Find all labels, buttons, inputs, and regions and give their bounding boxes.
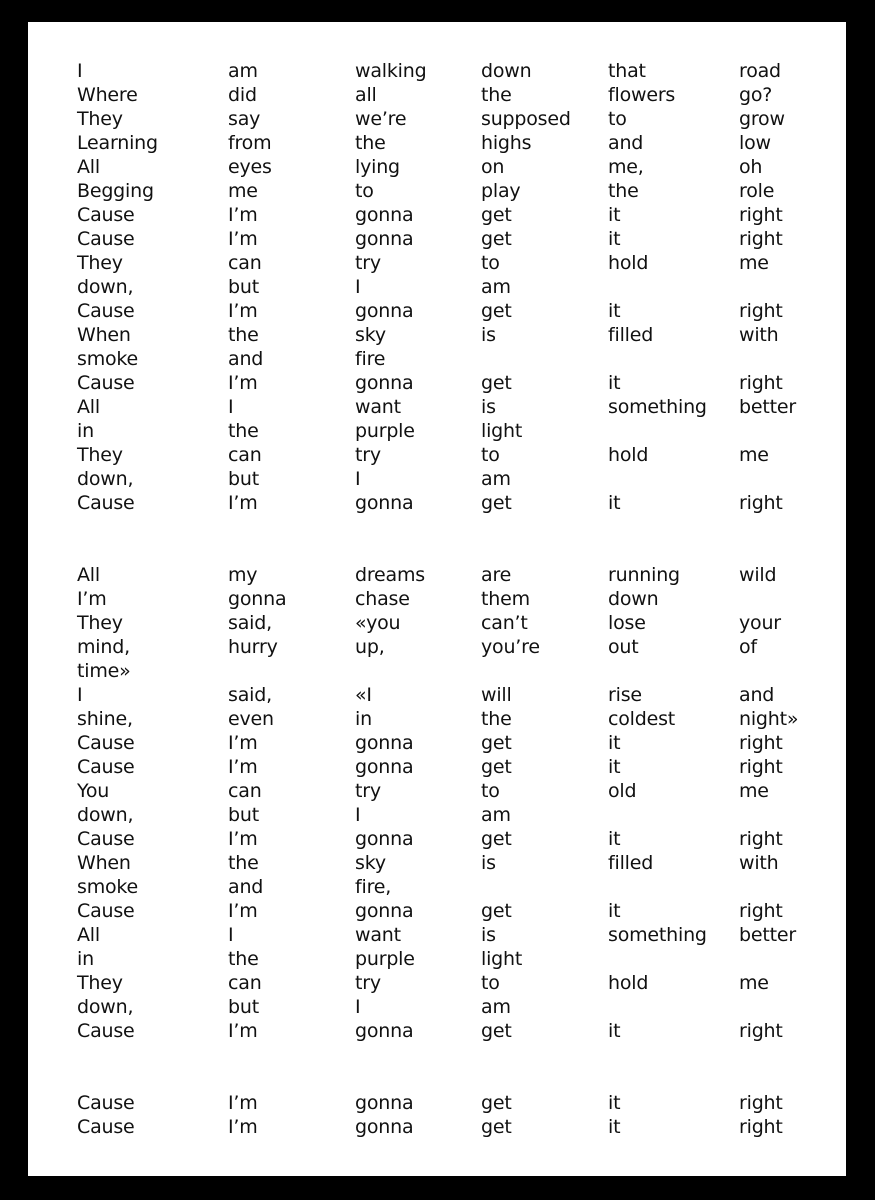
lyric-word: I’m <box>228 1116 258 1138</box>
lyric-word: can <box>228 972 262 994</box>
lyric-word: right <box>739 1020 783 1042</box>
lyric-word: is <box>481 924 496 946</box>
lyric-word: but <box>228 996 259 1018</box>
lyric-word: gonna <box>355 756 414 778</box>
lyric-word: is <box>481 852 496 874</box>
lyric-word: it <box>608 204 621 226</box>
lyric-word: the <box>228 420 259 442</box>
lyric-word: the <box>228 852 259 874</box>
lyric-word: am <box>481 996 511 1018</box>
lyric-word: gonna <box>355 204 414 226</box>
lyric-word: filled <box>608 324 654 346</box>
lyric-word: to <box>481 252 500 274</box>
lyric-word: right <box>739 372 783 394</box>
lyric-word: it <box>608 1116 621 1138</box>
lyric-word: get <box>481 492 512 514</box>
lyric-word: something <box>608 396 707 418</box>
lyric-word: gonna <box>355 732 414 754</box>
lyric-word: All <box>77 156 100 178</box>
lyric-word: grow <box>739 108 785 130</box>
lyric-word: gonna <box>355 372 414 394</box>
lyric-word: get <box>481 1020 512 1042</box>
lyric-word: and <box>228 348 264 370</box>
lyric-word: I <box>77 684 83 706</box>
lyrics-poster <box>28 22 846 1176</box>
lyric-word: Cause <box>77 756 135 778</box>
lyric-word: hurry <box>228 636 278 658</box>
lyric-word: Where <box>77 84 138 106</box>
lyric-word: get <box>481 756 512 778</box>
lyric-word: rise <box>608 684 642 706</box>
lyric-word: on <box>481 156 505 178</box>
lyric-word: is <box>481 324 496 346</box>
lyric-word: right <box>739 756 783 778</box>
lyric-word: sky <box>355 852 386 874</box>
lyric-word: down <box>481 60 532 82</box>
lyric-word: me <box>739 444 769 466</box>
lyric-word: They <box>77 972 123 994</box>
lyric-word: all <box>355 84 377 106</box>
lyric-word: flowers <box>608 84 676 106</box>
lyric-word: get <box>481 228 512 250</box>
lyric-word: it <box>608 1020 621 1042</box>
lyric-word: They <box>77 444 123 466</box>
lyric-word: fire, <box>355 876 392 898</box>
lyric-word: eyes <box>228 156 272 178</box>
lyric-word: mind, <box>77 636 130 658</box>
lyric-word: to <box>481 444 500 466</box>
lyric-word: in <box>355 708 372 730</box>
lyric-word: Cause <box>77 1116 135 1138</box>
lyric-word: get <box>481 204 512 226</box>
lyric-word: gonna <box>355 828 414 850</box>
lyric-word: Cause <box>77 1092 135 1114</box>
lyric-word: lying <box>355 156 400 178</box>
lyric-word: All <box>77 924 100 946</box>
lyric-word: I’m <box>228 756 258 778</box>
lyric-word: smoke <box>77 876 139 898</box>
lyric-word: wild <box>739 564 777 586</box>
lyric-word: right <box>739 828 783 850</box>
lyric-word: purple <box>355 420 415 442</box>
lyric-word: highs <box>481 132 532 154</box>
lyric-word: gonna <box>228 588 287 610</box>
lyric-word: I’m <box>228 900 258 922</box>
lyric-word: want <box>355 396 401 418</box>
lyric-word: the <box>228 324 259 346</box>
lyric-word: I’m <box>228 492 258 514</box>
lyric-word: but <box>228 276 259 298</box>
lyric-word: light <box>481 420 523 442</box>
lyric-word: I’m <box>228 828 258 850</box>
lyric-word: said, <box>228 612 272 634</box>
lyric-word: walking <box>355 60 427 82</box>
lyric-word: play <box>481 180 521 202</box>
lyric-word: try <box>355 972 381 994</box>
lyric-word: down <box>608 588 659 610</box>
lyric-word: road <box>739 60 781 82</box>
lyric-word: right <box>739 204 783 226</box>
lyric-word: can <box>228 780 262 802</box>
lyric-word: right <box>739 492 783 514</box>
lyric-word: gonna <box>355 492 414 514</box>
lyric-word: running <box>608 564 680 586</box>
lyric-word: I <box>355 996 361 1018</box>
lyric-word: it <box>608 828 621 850</box>
lyric-word: the <box>481 84 512 106</box>
lyric-word: Cause <box>77 900 135 922</box>
lyric-word: I’m <box>228 204 258 226</box>
lyric-word: am <box>481 804 511 826</box>
lyric-word: you’re <box>481 636 540 658</box>
lyric-word: me, <box>608 156 644 178</box>
lyric-word: get <box>481 1092 512 1114</box>
lyric-word: I’m <box>77 588 107 610</box>
lyric-word: old <box>608 780 637 802</box>
lyric-word: to <box>481 972 500 994</box>
lyric-word: of <box>739 636 757 658</box>
lyric-word: it <box>608 372 621 394</box>
lyric-word: Begging <box>77 180 154 202</box>
lyric-word: «I <box>355 684 372 706</box>
lyric-word: smoke <box>77 348 139 370</box>
lyric-word: sky <box>355 324 386 346</box>
lyric-word: Cause <box>77 1020 135 1042</box>
lyric-word: even <box>228 708 274 730</box>
lyric-word: I’m <box>228 372 258 394</box>
lyric-word: that <box>608 60 646 82</box>
lyric-word: better <box>739 924 796 946</box>
lyric-word: and <box>739 684 775 706</box>
lyric-word: want <box>355 924 401 946</box>
lyric-word: lose <box>608 612 646 634</box>
lyric-word: They <box>77 108 123 130</box>
lyric-word: go? <box>739 84 773 106</box>
lyric-word: I <box>355 468 361 490</box>
lyric-word: time» <box>77 660 131 682</box>
lyric-word: get <box>481 900 512 922</box>
lyric-word: it <box>608 228 621 250</box>
lyric-word: me <box>739 252 769 274</box>
lyric-word: I’m <box>228 732 258 754</box>
lyric-word: I’m <box>228 1092 258 1114</box>
lyric-word: said, <box>228 684 272 706</box>
lyric-word: hold <box>608 972 649 994</box>
lyric-word: Cause <box>77 372 135 394</box>
lyric-word: to <box>608 108 627 130</box>
lyric-word: to <box>481 780 500 802</box>
lyric-word: it <box>608 732 621 754</box>
lyric-word: gonna <box>355 1020 414 1042</box>
lyric-word: Cause <box>77 204 135 226</box>
lyric-word: me <box>739 972 769 994</box>
lyric-word: low <box>739 132 771 154</box>
lyric-word: am <box>228 60 258 82</box>
lyric-word: can <box>228 444 262 466</box>
lyric-word: out <box>608 636 639 658</box>
lyric-word: dreams <box>355 564 425 586</box>
lyric-word: up, <box>355 636 385 658</box>
lyric-word: it <box>608 900 621 922</box>
lyric-word: say <box>228 108 261 130</box>
lyric-word: Cause <box>77 492 135 514</box>
lyric-word: the <box>228 948 259 970</box>
lyric-word: They <box>77 612 123 634</box>
lyric-word: I’m <box>228 228 258 250</box>
lyric-word: it <box>608 1092 621 1114</box>
lyric-word: right <box>739 1092 783 1114</box>
lyric-word: right <box>739 228 783 250</box>
lyric-word: in <box>77 420 94 442</box>
lyric-word: I’m <box>228 300 258 322</box>
lyric-word: the <box>481 708 512 730</box>
lyric-word: down, <box>77 468 134 490</box>
lyric-word: down, <box>77 804 134 826</box>
lyric-word: I <box>228 924 234 946</box>
lyric-word: did <box>228 84 257 106</box>
lyric-word: try <box>355 444 381 466</box>
lyric-word: am <box>481 276 511 298</box>
lyric-word: the <box>355 132 386 154</box>
lyric-word: me <box>739 780 769 802</box>
lyric-word: Cause <box>77 300 135 322</box>
lyric-word: gonna <box>355 900 414 922</box>
lyric-word: get <box>481 828 512 850</box>
lyric-word: oh <box>739 156 763 178</box>
lyric-word: the <box>608 180 639 202</box>
lyric-word: to <box>355 180 374 202</box>
lyric-word: something <box>608 924 707 946</box>
lyric-word: can <box>228 252 262 274</box>
lyric-word: get <box>481 372 512 394</box>
lyric-word: right <box>739 1116 783 1138</box>
lyric-word: gonna <box>355 1092 414 1114</box>
lyric-word: them <box>481 588 530 610</box>
lyric-word: and <box>608 132 644 154</box>
lyric-word: gonna <box>355 1116 414 1138</box>
lyric-word: will <box>481 684 512 706</box>
lyric-word: filled <box>608 852 654 874</box>
lyric-word: fire <box>355 348 386 370</box>
lyric-word: but <box>228 804 259 826</box>
lyric-word: Cause <box>77 228 135 250</box>
lyric-word: and <box>228 876 264 898</box>
lyric-word: hold <box>608 444 649 466</box>
lyric-word: we’re <box>355 108 407 130</box>
lyric-word: coldest <box>608 708 676 730</box>
lyric-word: get <box>481 1116 512 1138</box>
lyric-word: right <box>739 900 783 922</box>
lyric-word: get <box>481 732 512 754</box>
lyric-word: Learning <box>77 132 158 154</box>
lyric-word: right <box>739 300 783 322</box>
lyric-word: When <box>77 324 131 346</box>
lyric-word: but <box>228 468 259 490</box>
lyric-word: down, <box>77 276 134 298</box>
lyric-word: can’t <box>481 612 528 634</box>
lyric-word: I <box>355 804 361 826</box>
lyric-word: your <box>739 612 781 634</box>
lyric-word: supposed <box>481 108 571 130</box>
lyric-word: am <box>481 468 511 490</box>
lyric-word: is <box>481 396 496 418</box>
lyric-word: I <box>228 396 234 418</box>
lyric-word: me <box>228 180 258 202</box>
lyric-word: with <box>739 324 779 346</box>
lyric-word: gonna <box>355 228 414 250</box>
lyric-word: try <box>355 252 381 274</box>
lyric-word: Cause <box>77 828 135 850</box>
lyric-word: hold <box>608 252 649 274</box>
lyric-word: down, <box>77 996 134 1018</box>
lyric-word: with <box>739 852 779 874</box>
lyric-word: I’m <box>228 1020 258 1042</box>
lyric-word: You <box>77 780 110 802</box>
lyric-word: Cause <box>77 732 135 754</box>
lyric-word: All <box>77 396 100 418</box>
lyric-word: role <box>739 180 775 202</box>
lyric-word: shine, <box>77 708 133 730</box>
lyric-word: better <box>739 396 796 418</box>
lyric-word: it <box>608 492 621 514</box>
lyric-word: in <box>77 948 94 970</box>
lyric-word: chase <box>355 588 410 610</box>
lyric-word: I <box>355 276 361 298</box>
lyric-word: my <box>228 564 258 586</box>
lyric-word: light <box>481 948 523 970</box>
lyric-word: right <box>739 732 783 754</box>
lyric-word: try <box>355 780 381 802</box>
lyric-word: it <box>608 300 621 322</box>
lyric-word: from <box>228 132 272 154</box>
lyric-word: I <box>77 60 83 82</box>
lyric-word: purple <box>355 948 415 970</box>
lyric-word: «you <box>355 612 401 634</box>
lyric-word: When <box>77 852 131 874</box>
lyric-word: it <box>608 756 621 778</box>
lyric-word: All <box>77 564 100 586</box>
lyric-word: get <box>481 300 512 322</box>
lyric-word: are <box>481 564 512 586</box>
lyric-word: night» <box>739 708 799 730</box>
lyric-word: They <box>77 252 123 274</box>
lyric-word: gonna <box>355 300 414 322</box>
